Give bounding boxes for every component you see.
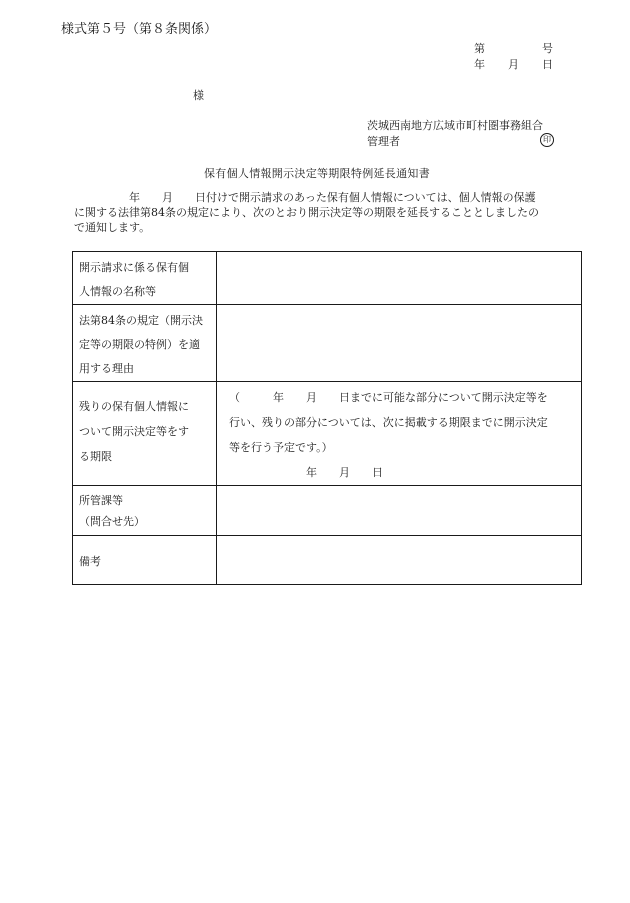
row-label-reason <box>73 305 217 382</box>
row-label-deadline <box>73 382 217 486</box>
label-line: 用する理由 <box>79 362 134 375</box>
doc-number-suffix: 号 <box>542 42 553 55</box>
deadline-line: 年 月 日 <box>229 466 383 479</box>
row-label-remarks <box>73 536 217 585</box>
issuer-organization: 茨城西南地方広域市町村圏事務組合 <box>367 119 543 132</box>
label-line: 所管課等 <box>79 494 123 507</box>
deadline-line: 等を行う予定です。） <box>229 441 333 454</box>
doc-date-month: 月 <box>508 58 519 71</box>
row-label-department <box>73 486 217 536</box>
body-line: で通知します。 <box>74 221 151 234</box>
deadline-line: （ 年 月 日までに可能な部分について開示決定等を <box>229 391 548 404</box>
table-row <box>73 252 582 305</box>
row-label-request-name <box>73 252 217 305</box>
label-line: 開示請求に係る保有個 <box>79 261 189 274</box>
label-line: ついて開示決定等をす <box>79 425 189 438</box>
table-row <box>73 305 582 382</box>
table-row <box>73 536 582 585</box>
field-reason[interactable] <box>217 305 582 382</box>
form-number: 様式第５号（第８条関係） <box>61 22 218 37</box>
addressee: 様 <box>193 89 204 102</box>
doc-date-day: 日 <box>542 58 553 71</box>
table-row <box>73 486 582 536</box>
label-line: （問合せ先） <box>79 515 145 528</box>
info-table <box>72 251 582 585</box>
body-text <box>74 190 556 235</box>
doc-number-prefix: 第 <box>474 42 485 55</box>
body-line: 年 月 日付けで開示請求のあった保有個人情報については、個人情報の保護 <box>74 191 536 204</box>
doc-date-year: 年 <box>474 58 485 71</box>
label-line: 法第84条の規定（開示決 <box>79 314 203 327</box>
issuer-title: 管理者 <box>367 135 400 148</box>
field-request-name[interactable] <box>217 252 582 305</box>
label-line: 定等の期限の特例）を適 <box>79 338 200 351</box>
label-line: 備考 <box>79 555 101 568</box>
label-line: 残りの保有個人情報に <box>79 400 189 413</box>
seal-mark: 印 <box>540 133 554 147</box>
label-line: 人情報の名称等 <box>79 285 156 298</box>
field-remarks[interactable] <box>217 536 582 585</box>
document-title: 保有個人情報開示決定等期限特例延長通知書 <box>204 167 430 180</box>
field-department[interactable] <box>217 486 582 536</box>
deadline-line: 行い、残りの部分については、次に掲載する期限までに開示決定 <box>229 416 548 429</box>
field-deadline[interactable] <box>217 382 582 486</box>
body-line: に関する法律第84条の規定により、次のとおり開示決定等の期限を延長することとしましたの <box>74 206 539 219</box>
label-line: る期限 <box>79 450 112 463</box>
table-row <box>73 382 582 486</box>
